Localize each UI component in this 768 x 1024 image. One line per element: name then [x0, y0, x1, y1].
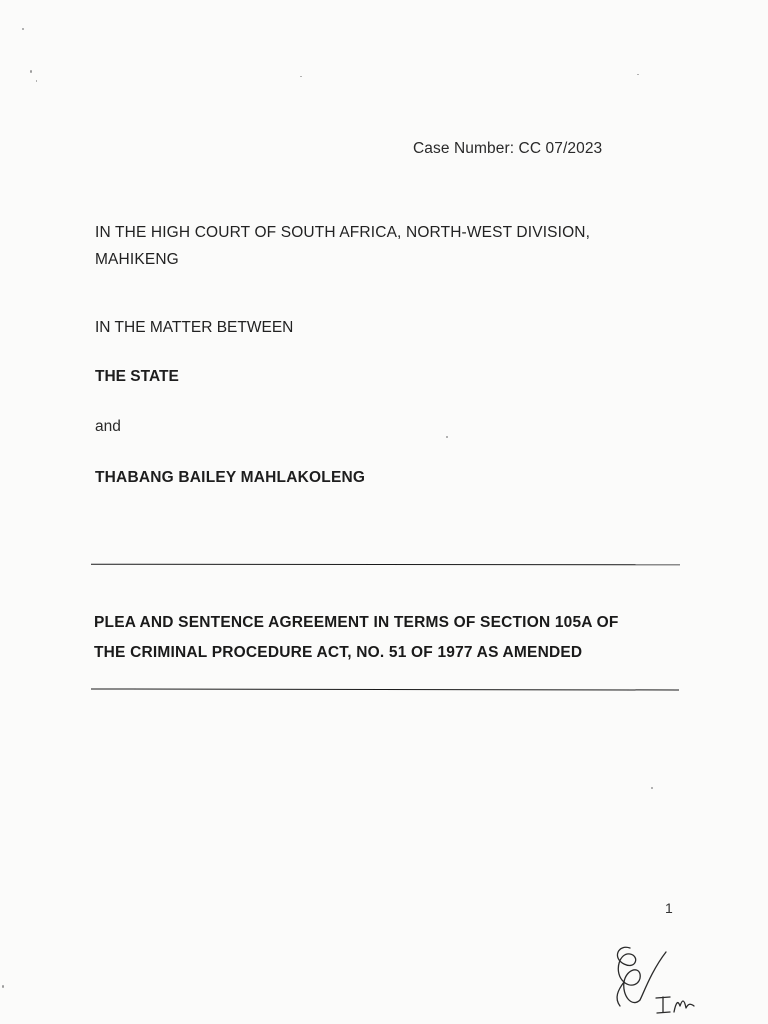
- scan-speck: [651, 787, 653, 789]
- document-title-line1: PLEA AND SENTENCE AGREEMENT IN TERMS OF SECTION 105A OF: [94, 614, 619, 631]
- page-number: 1: [665, 900, 673, 916]
- accused-name: THABANG BAILEY MAHLAKOLENG: [95, 469, 366, 486]
- court-heading: [95, 219, 590, 273]
- court-heading-line2: MAHIKENG: [95, 251, 179, 268]
- scan-speck: [22, 28, 24, 30]
- parties-conjunction: and: [95, 418, 121, 435]
- matter-between-label: IN THE MATTER BETWEEN: [95, 319, 294, 336]
- title-divider-bottom: [91, 688, 679, 690]
- document-title: [94, 608, 619, 668]
- scan-speck: [637, 74, 639, 75]
- scan-speck: [30, 70, 32, 73]
- document-title-line2: THE CRIMINAL PROCEDURE ACT, NO. 51 OF 1977 AS AMENDED: [94, 644, 583, 661]
- title-divider-top: [91, 564, 680, 566]
- case-number: Case Number: CC 07/2023: [413, 140, 603, 157]
- scan-speck: [300, 76, 302, 77]
- signature-icon: [600, 940, 720, 1020]
- plaintiff-name: THE STATE: [95, 368, 179, 385]
- court-heading-line1: IN THE HIGH COURT OF SOUTH AFRICA, NORTH-WEST DIVISION,: [95, 224, 591, 241]
- scan-speck: [36, 80, 37, 82]
- scan-speck: [446, 436, 448, 438]
- scan-speck: [2, 985, 4, 988]
